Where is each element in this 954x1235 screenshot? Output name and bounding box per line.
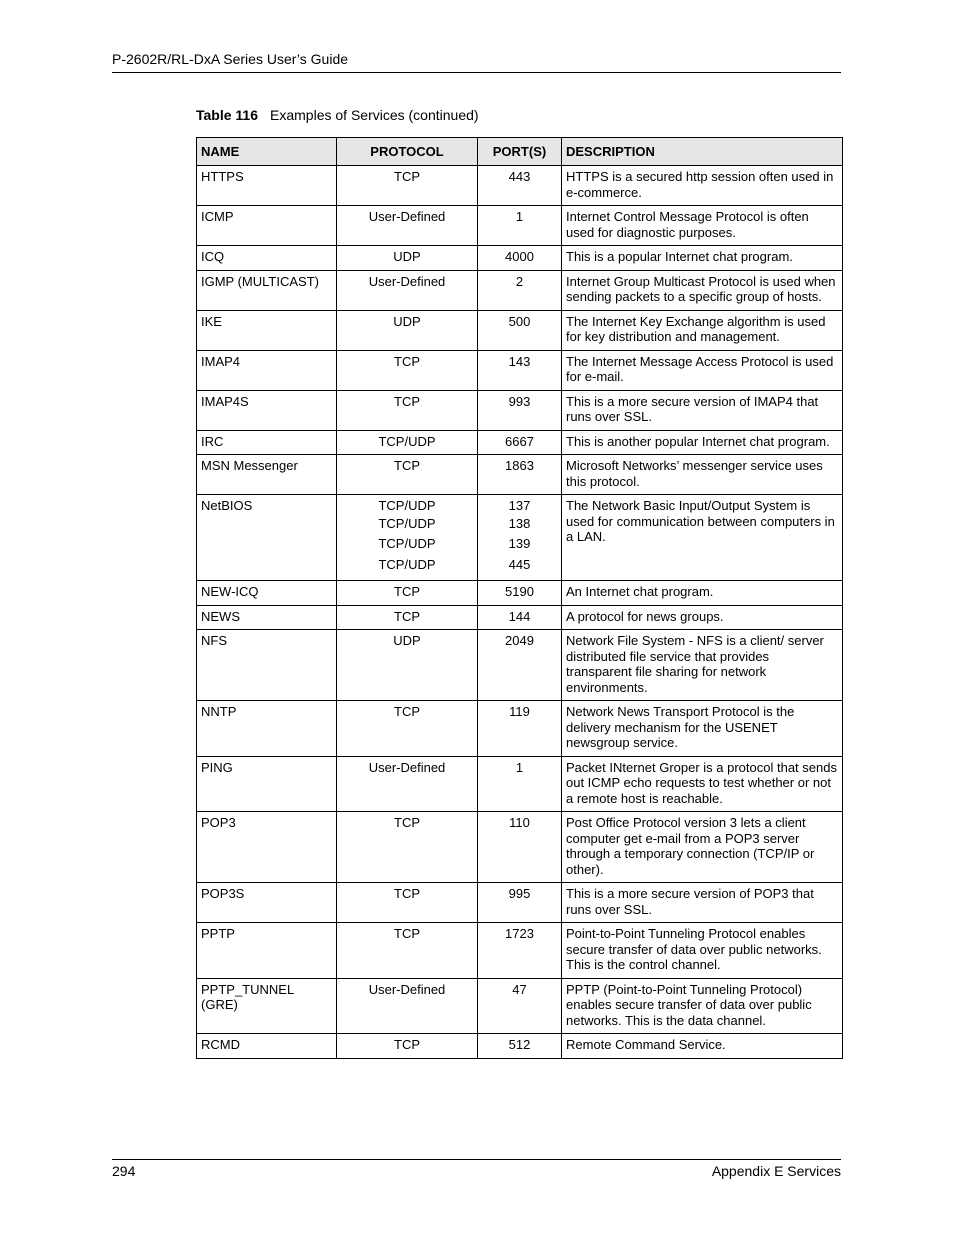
service-name-cell: RCMD	[197, 1034, 337, 1059]
protocol-cell	[337, 581, 478, 606]
service-name-cell: HTTPS	[197, 166, 337, 206]
protocol-cell	[337, 630, 478, 701]
service-name-cell: IMAP4	[197, 350, 337, 390]
protocol-cell	[337, 246, 478, 271]
service-name-cell: NetBIOS	[197, 495, 337, 581]
protocol-value: TCP	[394, 393, 420, 409]
ports-cell	[478, 270, 562, 310]
description-cell: Network File System - NFS is a client/ server distributed file service that provides transparent file sharing for network environments.	[562, 630, 843, 701]
port-value: 512	[508, 1037, 531, 1052]
page-number: 294	[112, 1163, 136, 1179]
protocol-value: TCP	[394, 608, 420, 624]
port-value: 47	[512, 981, 527, 997]
table-row	[197, 310, 843, 350]
ports-cell	[478, 978, 562, 1034]
port-value: 1	[515, 759, 524, 775]
protocol-value: User-Defined	[368, 981, 446, 997]
page-footer	[112, 1159, 841, 1179]
table-caption-text: Examples of Services (continued)	[270, 107, 479, 123]
description-cell: Packet INternet Groper is a protocol that sends out ICMP echo requests to test whether or not a remote host is reachable.	[562, 756, 843, 812]
table-row	[197, 883, 843, 923]
service-name-cell: PPTP	[197, 923, 337, 979]
service-name-cell: NEW-ICQ	[197, 581, 337, 606]
ports-cell	[478, 883, 562, 923]
ports-cell	[478, 923, 562, 979]
protocol-cell	[337, 923, 478, 979]
port-value: 110	[509, 815, 530, 830]
description-cell: HTTPS is a secured http session often used in e-commerce.	[562, 166, 843, 206]
service-name-cell: POP3	[197, 812, 337, 883]
table-row	[197, 206, 843, 246]
protocol-cell	[337, 455, 478, 495]
table-row	[197, 270, 843, 310]
protocol-value: TCP	[394, 584, 420, 599]
table-row	[197, 923, 843, 979]
port-value: 5190	[505, 584, 534, 599]
port-value: 2049	[505, 633, 534, 648]
service-name-cell: NEWS	[197, 605, 337, 630]
description-cell: Internet Group Multicast Protocol is used when sending packets to a specific group of hosts.	[562, 270, 843, 310]
port-value: 137	[508, 498, 531, 513]
table-row	[197, 756, 843, 812]
protocol-cell	[337, 605, 478, 630]
port-value: 6667	[505, 433, 534, 449]
description-cell: The Internet Message Access Protocol is used for e-mail.	[562, 350, 843, 390]
port-value: 993	[508, 393, 531, 409]
protocol-value: User-Defined	[368, 759, 446, 775]
protocol-cell	[337, 270, 478, 310]
service-name-cell: NNTP	[197, 701, 337, 757]
port-value: 144	[508, 608, 531, 624]
ports-cell	[478, 390, 562, 430]
port-value: 1863	[505, 458, 534, 473]
service-name-cell: POP3S	[197, 883, 337, 923]
port-value: 138	[508, 515, 531, 531]
column-header-description: DESCRIPTION	[562, 138, 843, 166]
service-name-cell: IKE	[197, 310, 337, 350]
ports-cell	[478, 350, 562, 390]
protocol-value: TCP	[394, 815, 420, 830]
document-title: P-2602R/RL-DxA Series User’s Guide	[112, 51, 349, 67]
protocol-value: TCP/UDP	[378, 515, 436, 531]
protocol-value: UDP	[393, 313, 421, 329]
description-cell: This is a more secure version of IMAP4 that runs over SSL.	[562, 390, 843, 430]
description-cell: An Internet chat program.	[562, 581, 843, 606]
protocol-value: TCP	[394, 169, 420, 184]
description-cell: Point-to-Point Tunneling Protocol enables secure transfer of data over public networks. This is the control channel.	[562, 923, 843, 979]
page-header	[112, 51, 841, 73]
protocol-value: TCP	[394, 1037, 420, 1052]
port-value: 500	[508, 313, 531, 329]
description-cell: Remote Command Service.	[562, 1034, 843, 1059]
protocol-cell	[337, 350, 478, 390]
port-value: 2	[515, 273, 524, 289]
service-name-cell: IRC	[197, 430, 337, 455]
description-cell: Post Office Protocol version 3 lets a client computer get e-mail from a POP3 server through a temporary connection (TCP/IP or other).	[562, 812, 843, 883]
ports-cell	[478, 246, 562, 271]
description-cell: Network News Transport Protocol is the delivery mechanism for the USENET newsgroup service.	[562, 701, 843, 757]
section-title: Appendix E Services	[711, 1163, 841, 1179]
ports-cell	[478, 701, 562, 757]
table-row	[197, 246, 843, 271]
description-cell: A protocol for news groups.	[562, 605, 843, 630]
table-caption	[196, 107, 479, 123]
protocol-cell	[337, 430, 478, 455]
protocol-cell	[337, 978, 478, 1034]
protocol-cell	[337, 701, 478, 757]
description-cell: Internet Control Message Protocol is often used for diagnostic purposes.	[562, 206, 843, 246]
protocol-cell	[337, 1034, 478, 1059]
table-body	[197, 166, 843, 1059]
service-name-cell: IGMP (MULTICAST)	[197, 270, 337, 310]
ports-cell	[478, 630, 562, 701]
port-value: 1723	[505, 926, 534, 941]
table-row	[197, 455, 843, 495]
column-header-ports: PORT(S)	[478, 138, 562, 166]
ports-cell	[478, 310, 562, 350]
protocol-cell	[337, 206, 478, 246]
table-header-row	[197, 138, 843, 166]
ports-cell	[478, 495, 562, 581]
port-value: 4000	[505, 249, 534, 264]
protocol-value: TCP	[394, 886, 420, 901]
service-name-cell: ICQ	[197, 246, 337, 271]
protocol-cell	[337, 310, 478, 350]
table-row	[197, 701, 843, 757]
description-cell: PPTP (Point-to-Point Tunneling Protocol) enables secure transfer of data over public networks. This is the data channel.	[562, 978, 843, 1034]
table-row	[197, 630, 843, 701]
service-name-cell: PING	[197, 756, 337, 812]
protocol-value: TCP/UDP	[378, 556, 436, 572]
protocol-value: TCP	[394, 926, 420, 941]
table-row	[197, 812, 843, 883]
service-name-cell: IMAP4S	[197, 390, 337, 430]
protocol-value: TCP	[394, 458, 420, 473]
description-cell: Microsoft Networks’ messenger service uses this protocol.	[562, 455, 843, 495]
protocol-value: UDP	[393, 249, 421, 264]
table-row	[197, 430, 843, 455]
port-value: 143	[508, 353, 531, 369]
protocol-value: User-Defined	[368, 273, 446, 289]
service-name-cell: ICMP	[197, 206, 337, 246]
ports-cell	[478, 430, 562, 455]
port-value: 445	[508, 556, 531, 572]
table-row	[197, 350, 843, 390]
ports-cell	[478, 581, 562, 606]
port-value: 139	[508, 536, 531, 551]
protocol-value: TCP	[394, 704, 420, 719]
service-name-cell: MSN Messenger	[197, 455, 337, 495]
protocol-cell	[337, 166, 478, 206]
ports-cell	[478, 812, 562, 883]
protocol-value: UDP	[393, 633, 421, 648]
description-cell: This is a more secure version of POP3 that runs over SSL.	[562, 883, 843, 923]
protocol-cell	[337, 812, 478, 883]
port-value: 995	[508, 886, 531, 901]
protocol-cell	[337, 883, 478, 923]
table-row	[197, 581, 843, 606]
service-name-cell: PPTP_TUNNEL (GRE)	[197, 978, 337, 1034]
column-header-protocol: PROTOCOL	[337, 138, 478, 166]
ports-cell	[478, 166, 562, 206]
port-value: 119	[509, 704, 530, 719]
ports-cell	[478, 1034, 562, 1059]
port-value: 1	[515, 209, 524, 224]
table-row	[197, 1034, 843, 1059]
protocol-value: TCP	[394, 353, 420, 369]
column-header-name: NAME	[197, 138, 337, 166]
description-cell: This is a popular Internet chat program.	[562, 246, 843, 271]
table-row	[197, 495, 843, 581]
table-row	[197, 978, 843, 1034]
port-value: 443	[508, 169, 531, 184]
protocol-value: TCP/UDP	[378, 536, 436, 551]
table-row	[197, 605, 843, 630]
services-table	[196, 137, 843, 1059]
protocol-value: TCP/UDP	[378, 498, 436, 513]
protocol-value: TCP/UDP	[378, 433, 436, 449]
ports-cell	[478, 756, 562, 812]
protocol-cell	[337, 390, 478, 430]
protocol-value: User-Defined	[368, 209, 446, 224]
description-cell: The Network Basic Input/Output System is used for communication between computers in a LAN.	[562, 495, 843, 581]
table-row	[197, 166, 843, 206]
description-cell: The Internet Key Exchange algorithm is used for key distribution and management.	[562, 310, 843, 350]
table-row	[197, 390, 843, 430]
table-caption-label: Table 116	[196, 107, 259, 123]
description-cell: This is another popular Internet chat program.	[562, 430, 843, 455]
protocol-cell	[337, 756, 478, 812]
ports-cell	[478, 455, 562, 495]
ports-cell	[478, 206, 562, 246]
service-name-cell: NFS	[197, 630, 337, 701]
protocol-cell	[337, 495, 478, 581]
ports-cell	[478, 605, 562, 630]
